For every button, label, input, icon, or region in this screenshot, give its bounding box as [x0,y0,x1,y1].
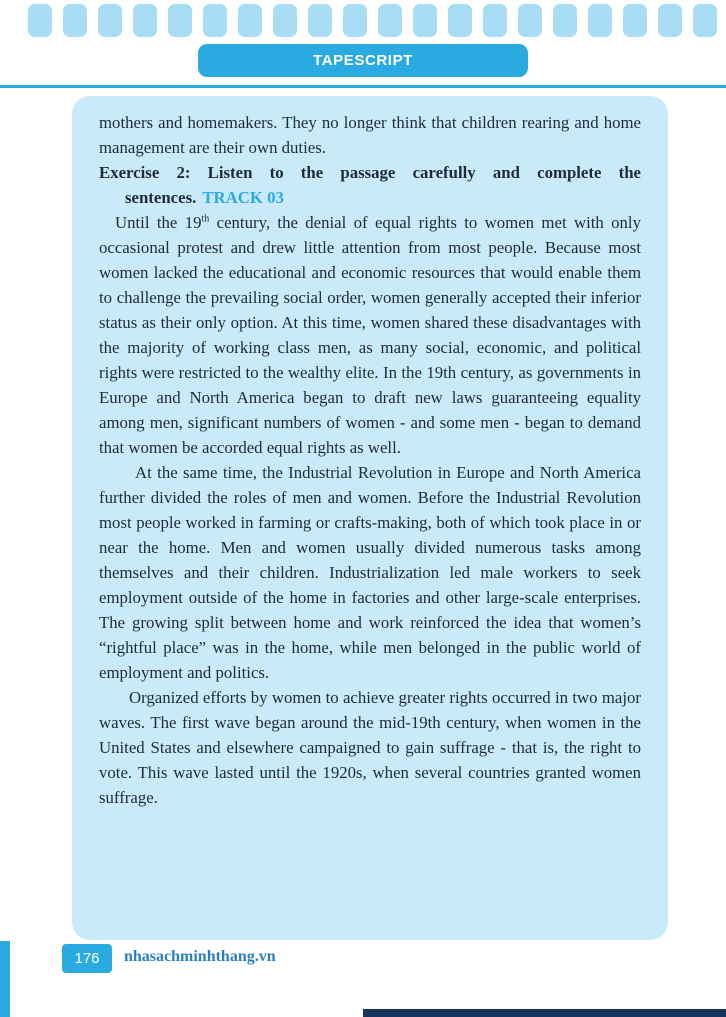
page-number-badge: 176 [62,944,112,973]
exercise-heading [99,160,641,210]
decorative-bar [203,4,227,37]
decorative-bar [28,4,52,37]
decorative-bar [378,4,402,37]
paragraph-1-text: Until the 19 [115,213,202,232]
superscript-th: th [201,213,210,225]
left-edge-accent-bar [0,941,10,1017]
decorative-top-bars [28,4,717,37]
accent-divider-line [0,85,726,88]
page-title: TAPESCRIPT [313,52,413,69]
decorative-bar [483,4,507,37]
paragraph-intro: mothers and homemakers. They no longer think that children rearing and home management are their own duties. [99,113,641,157]
decorative-bar [623,4,647,37]
exercise-heading-text: Exercise 2: Listen to the passage carefully and complete the sentences. [99,163,641,207]
decorative-bar [238,4,262,37]
decorative-bar [343,4,367,37]
decorative-bar [693,4,717,37]
decorative-bar [63,4,87,37]
tapescript-header-banner [198,44,528,77]
website-text: nhasachminhthang.vn [124,948,276,965]
decorative-bar [413,4,437,37]
paragraph-2: At the same time, the Industrial Revolution in Europe and North America further divided the roles of men and women. Before the Industrial Revolution most people worked in farming or crafts-making, both of which took place in or near the home. Men and women usually divided numerous tasks among themselves and their children. Industrialization led male workers to seek employment outside of the home in factories and other large-scale enterprises. The growing split between home and work reinforced the idea that women’s “rightful place” was in the home, while men belonged in the public world of employment and politics. [99,463,641,682]
bottom-dark-bar [363,1009,726,1017]
decorative-bar [98,4,122,37]
content-panel [72,96,668,940]
paragraph-3: Organized efforts by women to achieve greater rights occurred in two major waves. The first wave began around the mid-19th century, when women in the United States and elsewhere campaigned to gain suffrage - that is, the right to vote. This wave lasted until the 1920s, when several countries granted women suffrage. [99,688,641,807]
paragraph-1 [99,210,641,460]
decorative-bar [588,4,612,37]
paragraph-1-text-continued: century, the denial of equal rights to women met with only occasional protest and drew little attention from most people. Because most women lacked the educational and economic resources that would enable them to challenge the prevailing social order, women generally accepted their inferior status as their only option. At this time, women shared these disadvantages with the majority of working class men, as many social, economic, and political rights were restricted to the wealthy elite. In the 19th century, as governments in Europe and North America began to draft new laws guaranteeing equality among men, significant numbers of women - and some men - began to demand that women be accorded equal rights as well. [99,213,641,457]
track-label: TRACK 03 [202,188,284,207]
decorative-bar [553,4,577,37]
decorative-bar [308,4,332,37]
decorative-bar [133,4,157,37]
decorative-bar [168,4,192,37]
decorative-bar [518,4,542,37]
decorative-bar [273,4,297,37]
decorative-bar [658,4,682,37]
decorative-bar [448,4,472,37]
